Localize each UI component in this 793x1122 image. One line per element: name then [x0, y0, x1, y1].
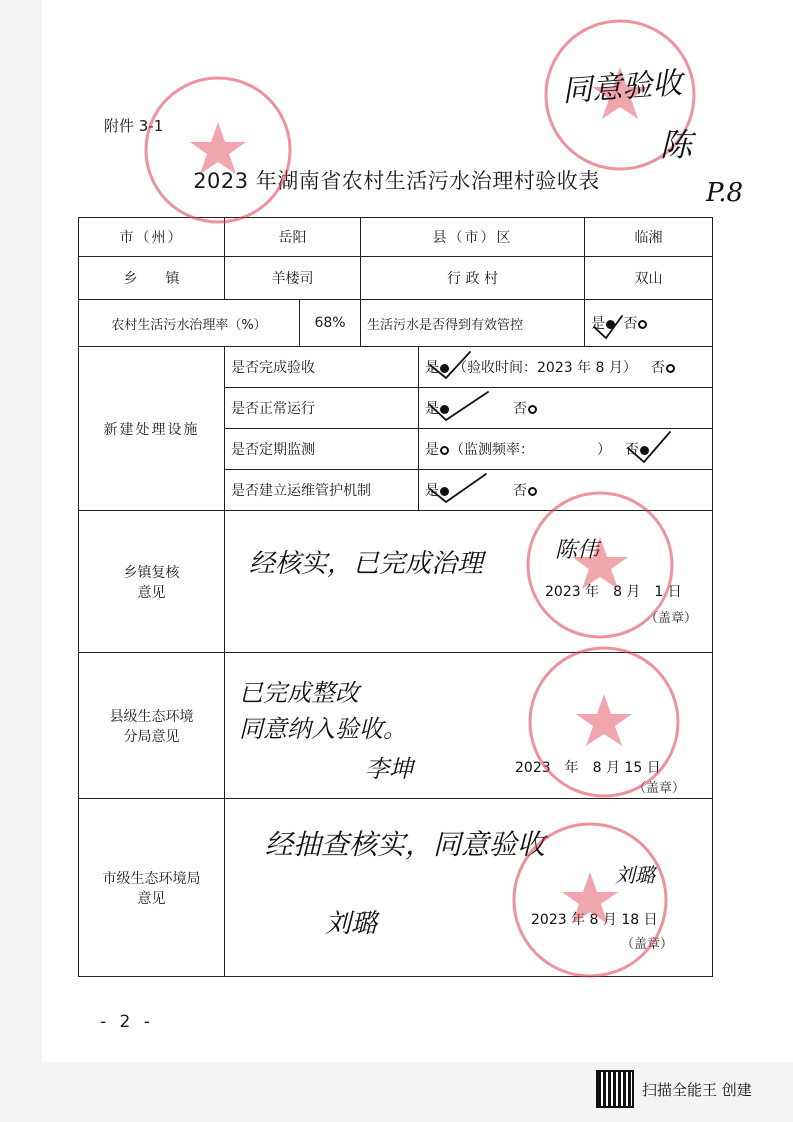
city-opinion-cell [225, 799, 713, 977]
treatment-rate-label: 农村生活污水治理率（%） [79, 300, 300, 347]
radio-filled-icon [440, 487, 449, 496]
township-opinion-label: 乡镇复核 意见 [79, 511, 225, 653]
township-opinion-cell [225, 511, 713, 653]
county-date: 2023 年 8 月 15 日 [515, 760, 661, 776]
treatment-rate-value: 68% [300, 300, 361, 347]
page-title: 2023 年湖南省农村生活污水治理村验收表 [193, 169, 600, 193]
village-value: 双山 [585, 257, 713, 300]
facility-item-label: 是否定期监测 [225, 429, 419, 470]
attachment-label: 附件 3-1 [104, 117, 164, 135]
county-opinion-text-2: 同意纳入验收。 [239, 715, 407, 743]
maintenance-no-option[interactable]: 否 [513, 483, 538, 499]
village-label: 行 政 村 [361, 257, 585, 300]
qr-code-icon [596, 1070, 634, 1108]
radio-filled-icon [640, 446, 649, 455]
corner-signature: 陈 [660, 126, 693, 164]
city-signature-2: 刘璐 [615, 863, 655, 887]
radio-empty-icon [440, 446, 449, 455]
footer-text: 扫描全能王 创建 [642, 1080, 752, 1099]
radio-filled-icon [440, 364, 449, 373]
radio-empty-icon [638, 320, 647, 329]
controlled-yes-option[interactable]: 是 [591, 316, 619, 332]
facility-item-options [419, 388, 713, 429]
facility-item-options [419, 470, 713, 511]
township-value: 羊楼司 [225, 257, 361, 300]
radio-empty-icon [528, 405, 537, 414]
facility-item-label: 是否完成验收 [225, 347, 419, 388]
county-value: 临湘 [585, 218, 713, 257]
facility-item-label: 是否正常运行 [225, 388, 419, 429]
county-opinion-label: 县级生态环境 分局意见 [79, 653, 225, 799]
township-opinion-text: 经核实，已完成治理 [249, 549, 484, 579]
facility-item-options [419, 429, 713, 470]
controlled-label: 生活污水是否得到有效管控 [361, 300, 585, 347]
city-opinion-label: 市级生态环境局 意见 [79, 799, 225, 977]
county-label: 县（市）区 [361, 218, 585, 257]
monitoring-no-option[interactable]: 否 [625, 442, 653, 458]
controlled-no-option[interactable]: 否 [623, 316, 648, 332]
city-date: 2023 年 8 月 18 日 [531, 912, 658, 928]
acceptance-time-note: （验收时间：2023 年 8 月） [453, 360, 637, 376]
radio-filled-icon [606, 320, 615, 329]
township-date: 2023 年 8 月 1 日 [545, 584, 682, 600]
radio-empty-icon [666, 364, 675, 373]
radio-filled-icon [440, 405, 449, 414]
controlled-options [585, 300, 713, 347]
county-seal-note: （盖章） [633, 781, 686, 796]
maintenance-yes-option[interactable]: 是 [425, 483, 453, 499]
city-opinion-text: 经抽查核实，同意验收 [265, 828, 546, 861]
city-seal-note: （盖章） [621, 937, 674, 952]
facility-group-label: 新建处理设施 [79, 347, 225, 511]
acceptance-yes-option[interactable]: 是 [425, 360, 453, 376]
corner-page-mark: P.8 [706, 178, 744, 208]
city-label: 市（州） [79, 218, 225, 257]
scanner-footer [596, 1070, 786, 1108]
city-signature: 刘璐 [325, 909, 378, 939]
city-value: 岳阳 [225, 218, 361, 257]
acceptance-form-table [78, 217, 713, 977]
operation-no-option[interactable]: 否 [513, 401, 538, 417]
page-number: - 2 - [100, 1012, 154, 1032]
monitoring-yes-option[interactable]: 是 [425, 442, 450, 458]
county-signature: 李坤 [365, 755, 413, 783]
township-signature: 陈伟 [555, 538, 600, 563]
radio-empty-icon [528, 487, 537, 496]
county-opinion-cell [225, 653, 713, 799]
township-seal-note: （盖章） [645, 611, 698, 626]
township-label: 乡 镇 [79, 257, 225, 300]
county-opinion-text-1: 已完成整改 [239, 679, 359, 707]
corner-note: 同意验收 [561, 65, 684, 110]
monitoring-frequency-note: （监测频率： ） [450, 442, 611, 458]
operation-yes-option[interactable]: 是 [425, 401, 453, 417]
facility-item-label: 是否建立运维管护机制 [225, 470, 419, 511]
facility-item-options [419, 347, 713, 388]
acceptance-no-option[interactable]: 否 [651, 360, 676, 376]
